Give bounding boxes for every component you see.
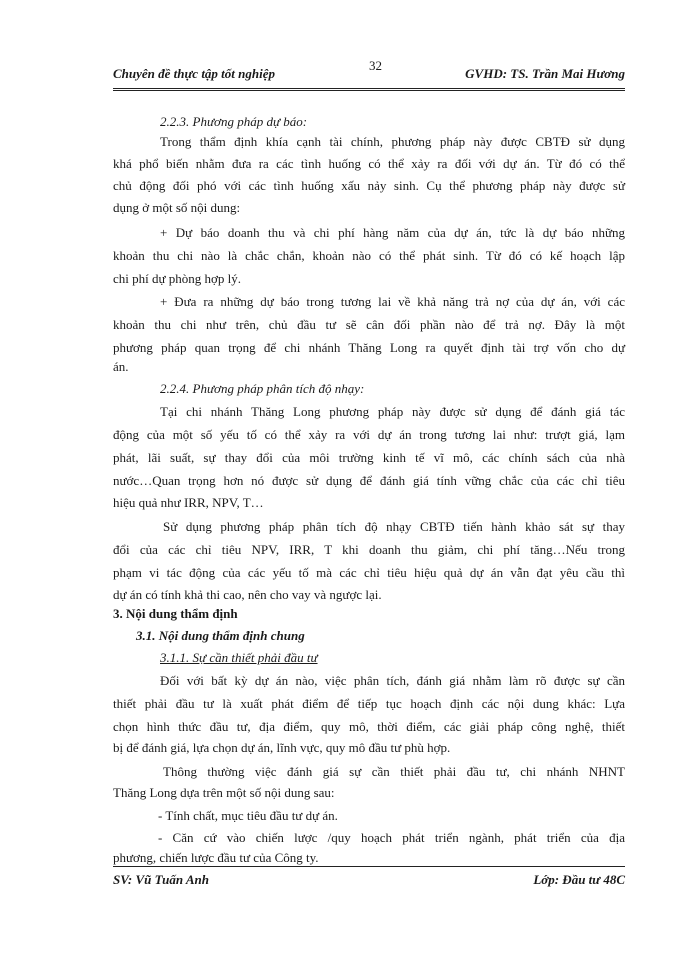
paragraph-line: Trong thẩm định khía cạnh tài chính, phương pháp này được CBTĐ sử dụng bbox=[160, 134, 625, 149]
paragraph-line: Thăng Long dựa trên một số nội dung sau: bbox=[113, 785, 335, 800]
section-heading-3-1: 3.1. Nội dung thẩm định chung bbox=[136, 628, 305, 643]
paragraph-line: động của một số yếu tố có thể xảy ra với dự án trong tương lai như: trượt giá, lạm bbox=[113, 427, 625, 442]
paragraph-line: án. bbox=[113, 359, 129, 374]
paragraph-line: phương, chiến lược đầu tư của Công ty. bbox=[113, 850, 319, 865]
subsection-heading-2-2-4: 2.2.4. Phương pháp phân tích độ nhạy: bbox=[160, 381, 365, 396]
footer-class: Lớp: Đầu tư 48C bbox=[533, 872, 625, 887]
paragraph-line: phạm vi tác động của các yếu tố mà các chỉ tiêu hiệu quả dự án vẫn đạt yêu cầu thì bbox=[113, 565, 625, 580]
paragraph-line: hiệu quả như IRR, NPV, T… bbox=[113, 495, 264, 510]
paragraph-line: thiết phải đầu tư là xuất phát điểm để tiếp tục hoạch định các nội dung khác: Lựa bbox=[113, 696, 625, 711]
paragraph-line: chi phí dự phòng hợp lý. bbox=[113, 271, 242, 286]
list-item: - Căn cứ vào chiến lược /quy hoạch phát triển ngành, phát triển của địa bbox=[158, 830, 625, 845]
subsection-heading-text: 3.1.1. Sự cần thiết phải đầu tư bbox=[160, 650, 318, 665]
paragraph-line: phương pháp quan trọng để chi nhánh Thăng Long ra quyết định tài trợ vốn cho dự bbox=[113, 340, 625, 355]
paragraph-line: Sử dụng phương pháp phân tích độ nhạy CBTĐ tiến hành khảo sát sự thay bbox=[163, 519, 625, 534]
header-rule bbox=[113, 88, 625, 93]
header-title: Chuyên đề thực tập tốt nghiệp bbox=[113, 66, 275, 81]
paragraph-line: Tại chi nhánh Thăng Long phương pháp này được sử dụng để đánh giá tác bbox=[160, 404, 625, 419]
bullet-line: + Dự báo doanh thu và chi phí hàng năm của dự án, tức là dự báo những bbox=[160, 225, 625, 240]
page-header bbox=[113, 58, 625, 86]
paragraph-line: dụng ở một số nội dung: bbox=[113, 200, 241, 215]
list-item: - Tính chất, mục tiêu đầu tư dự án. bbox=[158, 808, 338, 823]
paragraph-line: bị để đánh giá, lựa chọn dự án, lĩnh vực, quy mô đầu tư phù hợp. bbox=[113, 740, 451, 755]
footer-student: SV: Vũ Tuấn Anh bbox=[113, 872, 209, 887]
paragraph-line: Đối với bất kỳ dự án nào, việc phân tích, đánh giá nhằm làm rõ được sự cần bbox=[160, 673, 625, 688]
section-heading-3: 3. Nội dung thẩm định bbox=[113, 606, 238, 621]
paragraph-line: khoản thu chi nào là chắc chắn, khoản nào có thể phát sinh. Từ đó có kế hoạch lập bbox=[113, 248, 625, 263]
paragraph-line: khoản thu chi như trên, chủ đầu tư sẽ cân đối phần nào để trả nợ. Đây là một bbox=[113, 317, 625, 332]
page-number: 32 bbox=[369, 58, 382, 73]
header-advisor: GVHD: TS. Trần Mai Hương bbox=[465, 66, 625, 81]
paragraph-line: chủ động đối phó với các tình huống xấu nảy sinh. Cụ thể phương pháp này được sử bbox=[113, 178, 625, 193]
paragraph-line: khá phổ biến nhằm đưa ra các tình huống có thể xảy ra đối với dự án. Từ đó có thể bbox=[113, 156, 625, 171]
subsection-heading-3-1-1 bbox=[160, 648, 625, 668]
subsection-heading-2-2-3: 2.2.3. Phương pháp dự báo: bbox=[160, 114, 308, 129]
footer-rule bbox=[113, 866, 625, 867]
bullet-line: + Đưa ra những dự báo trong tương lai về khả năng trả nợ của dự án, với các bbox=[160, 294, 625, 309]
paragraph-line: Thông thường việc đánh giá sự cần thiết phải đầu tư, chi nhánh NHNT bbox=[163, 764, 625, 779]
page-footer bbox=[113, 872, 625, 892]
paragraph-line: đổi của các chỉ tiêu NPV, IRR, T khi doanh thu giảm, chi phí tăng…Nếu trong bbox=[113, 542, 625, 557]
paragraph-line: dự án có tính khả thi cao, nên cho vay và ngược lại. bbox=[113, 587, 382, 602]
paragraph-line: phát, lãi suất, sự thay đổi của môi trường kinh tế vĩ mô, các chính sách của nhà bbox=[113, 450, 625, 465]
paragraph-line: chọn hình thức đầu tư, địa điểm, quy mô, thời điểm, các giải pháp công nghệ, thiết bbox=[113, 719, 625, 734]
paragraph-line: nước…Quan trọng hơn nó được sử dụng để đánh giá tính vững chắc của các chỉ tiêu bbox=[113, 473, 625, 488]
